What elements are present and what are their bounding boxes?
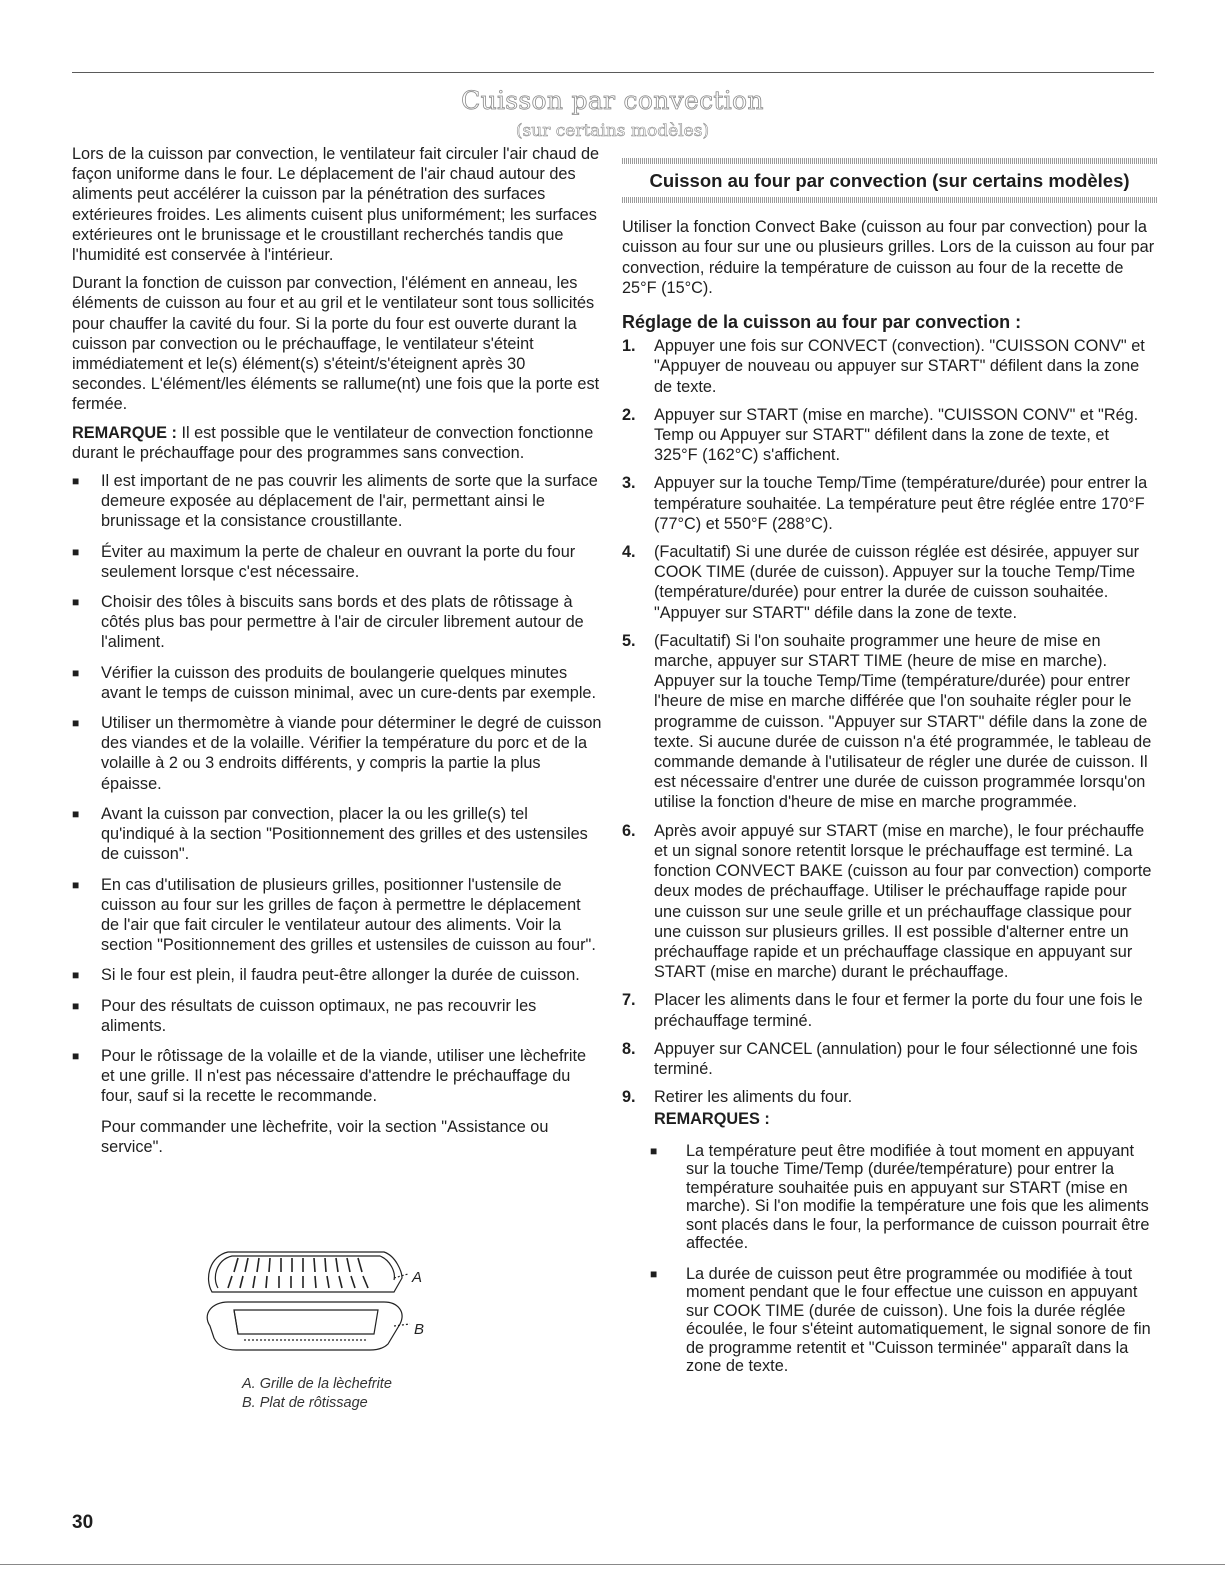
right-column <box>622 158 1157 1388</box>
step-number: 7. <box>622 991 636 1010</box>
list-item: ■ Pour des résultats de cuisson optimaux, ne pas recouvrir les aliments. <box>72 996 537 1035</box>
page-title: Cuisson par convection <box>461 86 764 115</box>
step-text: Appuyer sur CANCEL (annulation) pour le four sélectionné une fois terminé. <box>654 1039 1138 1078</box>
note-label: REMARQUE : <box>72 423 177 442</box>
remarks-title: REMARQUES : <box>654 1110 770 1129</box>
bullet-icon: ■ <box>72 877 80 892</box>
section-heading: Cuisson au four par convection (sur certains modèles) <box>649 170 1130 191</box>
sub-heading: Réglage de la cuisson au four par convection : <box>622 312 1022 333</box>
step-text: Appuyer sur START (mise en marche). "CUISSON CONV" et "Rég. Temp ou Appuyer sur START" défilent dans la zone de texte, et 325°F (162°C) s'affichent. <box>654 405 1139 465</box>
remark-item: ■ La durée de cuisson peut être programmée ou modifiée à tout moment pendant que le four effectue une cuisson en appuyant sur COOK TIME (durée de cuisson). Une fois la durée réglée écoulée, le four s'éteint automatiquement, le signal sonore de fin de programme retentit et "Cuisson terminée" apparaît dans la zone de texte. <box>650 1264 1151 1376</box>
bullet-icon: ■ <box>72 806 80 821</box>
label-b: B <box>414 1321 425 1338</box>
step-item <box>622 990 1157 1030</box>
remarks-list <box>622 1142 1157 1376</box>
figure-caption <box>242 1375 392 1413</box>
bullet-icon: ■ <box>72 716 80 731</box>
bullet-icon: ■ <box>72 968 80 983</box>
step-item <box>622 1087 1157 1129</box>
step-item <box>622 542 1157 623</box>
list-item: ■ Il est important de ne pas couvrir les aliments de sorte que la surface demeure exposée au déplacement de l'air, permettant ainsi le brunissage et la consistance croustillante. <box>72 472 598 531</box>
convect-bake-intro: Utiliser la fonction Convect Bake (cuisson au four par convection) pour la cuisson au four sur une ou plusieurs grilles. Lors de la cuisson au four par convection, réduire la température de cuisson au four de la recette de 25°F (15°C). <box>622 218 1155 297</box>
bullet-icon: ■ <box>72 998 80 1013</box>
page-number: 30 <box>72 1512 94 1533</box>
remark-item: ■ La température peut être modifiée à tout moment en appuyant sur la touche Time/Temp (durée/température) pour entrer la température souhaitée puis en appuyant sur START (mise en marche). Si l'on modifie la température une fois que les aliments sont placés dans le four, la performance de cuisson pourrait être affectée. <box>650 1141 1150 1253</box>
step-number: 1. <box>622 337 636 356</box>
heading-rule-bottom <box>622 197 1157 203</box>
step-text: Appuyer sur la touche Temp/Time (température/durée) pour entrer la température souhaitée. La température peut être réglée entre 170°F (77°C) et 550°F (288°C). <box>654 474 1148 533</box>
caption-b: B. Plat de rôtissage <box>242 1395 368 1411</box>
caption-a: A. Grille de la lèchefrite <box>242 1376 392 1392</box>
step-number: 9. <box>622 1088 636 1107</box>
broiler-grid-drawing <box>209 1252 408 1292</box>
step-number: 6. <box>622 821 636 840</box>
list-item: ■ Choisir des tôles à biscuits sans bords et des plats de rôtissage à côtés plus bas pour permettre à l'air de circuler librement autour de l'aliment. <box>72 593 584 652</box>
bottom-rule <box>0 1564 1225 1565</box>
step-item <box>622 821 1157 983</box>
broiler-pan-illustration <box>198 1248 438 1378</box>
label-a: A <box>412 1269 423 1286</box>
note-text: Il est possible que le ventilateur de convection fonctionne durant le préchauffage pour des programmes sans convection. <box>72 423 594 462</box>
list-item: ■ Pour le rôtissage de la volaille et de la viande, utiliser une lèchefrite et une grille. Il n'est pas nécessaire d'attendre le préchauffage du four, sauf si la recette le recommande. <box>72 1046 587 1106</box>
left-column <box>72 144 602 1165</box>
top-rule <box>72 72 1154 73</box>
bullet-icon: ■ <box>72 474 80 489</box>
page-subtitle: (sur certains modèles) <box>515 121 710 141</box>
step-number: 2. <box>622 405 636 424</box>
step-text: (Facultatif) Si une durée de cuisson réglée est désirée, appuyer sur COOK TIME (durée de cuisson). Appuyer sur la touche Temp/Time (température/durée) pour entrer la durée de cuisson souhaitée. "Appuyer sur START" défile dans la zone de texte. <box>654 543 1140 622</box>
bullet-icon: ■ <box>72 544 80 559</box>
list-item: ■ Vérifier la cuisson des produits de boulangerie quelques minutes avant le temps de cuisson minimal, avec un cure-dents par exemple. <box>72 663 597 702</box>
step-text: Placer les aliments dans le four et fermer la porte du four une fois le préchauffage terminé. <box>654 991 1143 1030</box>
step-number: 3. <box>622 474 636 493</box>
step-item <box>622 631 1157 813</box>
bullet-icon: ■ <box>72 665 80 680</box>
step-text: Après avoir appuyé sur START (mise en marche), le four préchauffe et un signal sonore retentit lorsque le préchauffage est terminé. La fonction CONVECT BAKE (cuisson au four par convection) comporte deux modes de préchauffage. Utiliser le préchauffage rapide pour une cuisson sur une seule grille et un préchauffage classique pour une cuisson sur plusieurs grilles. Il est possible d'alterner entre un préchauffage rapide et un préchauffage classique en appuyant sur START (mise en marche) durant le préchauffage. <box>654 821 1152 982</box>
step-item <box>622 336 1157 397</box>
steps-list <box>622 336 1157 1129</box>
list-item: ■ Éviter au maximum la perte de chaleur en ouvrant la porte du four seulement lorsque c'est nécessaire. <box>72 542 576 581</box>
step-item <box>622 473 1157 534</box>
step-text: (Facultatif) Si l'on souhaite programmer une heure de mise en marche, appuyer sur START TIME (heure de mise en marche). Appuyer sur la touche Temp/Time (température/durée) pour entrer l'heure de mise en marche différée que l'on souhaite régler pour le programme de cuisson. "Appuyer sur START" défile dans la zone de texte. Si aucune durée de cuisson n'a été programmée, le tableau de commande demande à l'utilisateur de régler une durée de cuisson. Il est nécessaire d'entrer une durée de cuisson programmée lorsqu'on utilise la fonction d'heure de mise en marche programmée. <box>654 631 1152 812</box>
step-number: 4. <box>622 543 636 562</box>
step-item <box>622 405 1157 466</box>
list-item: ■ Avant la cuisson par convection, placer la ou les grille(s) tel qu'indiqué à la section "Positionnement des grilles et des ustensiles de cuisson". <box>72 804 588 864</box>
bullet-icon: ■ <box>650 1266 658 1281</box>
list-item: ■ En cas d'utilisation de plusieurs grilles, positionner l'ustensile de cuisson au four sur les grilles de façon à permettre le déplacement de l'air que fait circuler le ventilateur autour des aliments. Voir la section "Positionnement des grilles et ustensiles de cuisson au four". <box>72 875 596 955</box>
note-paragraph <box>72 423 602 463</box>
broiler-pan-order-note: Pour commander une lèchefrite, voir la section "Assistance ou service". <box>101 1117 549 1156</box>
bullet-icon: ■ <box>72 595 80 610</box>
bullet-icon: ■ <box>72 1048 80 1063</box>
intro-paragraph: Durant la fonction de cuisson par convection, l'élément en anneau, les éléments de cuisson au four et au gril et le ventilateur sont tous sollicités pour chauffer la cavité du four. Si la porte du four est ouverte durant la cuisson par convection ou le préchauffage, le ventilateur s'éteint immédiatement et le(s) élément(s) s'éteint/s'éteignent après 30 secondes. L'élément/les éléments se rallume(nt) une fois que la porte est fermée. <box>72 274 600 414</box>
bullet-icon: ■ <box>650 1143 658 1158</box>
step-text: Appuyer une fois sur CONVECT (convection). "CUISSON CONV" et "Appuyer de nouveau ou appuyer sur START" défilent dans la zone de texte. <box>654 337 1145 396</box>
step-number: 8. <box>622 1039 636 1058</box>
list-item: ■ Utiliser un thermomètre à viande pour déterminer le degré de cuisson des viandes et de la volaille. Vérifier la température du porc et de la volaille à 2 ou 3 endroits différents, y compris la partie la plus épaisse. <box>72 714 602 793</box>
step-item <box>622 1039 1157 1079</box>
intro-paragraph: Lors de la cuisson par convection, le ventilateur fait circuler l'air chaud de façon uniforme dans le four. Le déplacement de l'air chaud autour des aliments peut accélérer la cuisson par la pénétration des surfaces extérieures froides. Les aliments cuisent plus uniformément; les surfaces extérieures ont le brunissage et le croustillant recherchés tandis que l'humidité est conservée à l'intérieur. <box>72 145 600 265</box>
list-item: ■ Si le four est plein, il faudra peut-être allonger la durée de cuisson. <box>72 966 580 985</box>
step-number: 5. <box>622 631 636 650</box>
step-text: Retirer les aliments du four. <box>654 1088 853 1107</box>
roasting-pan-drawing <box>207 1302 410 1350</box>
tips-list <box>72 471 602 1106</box>
